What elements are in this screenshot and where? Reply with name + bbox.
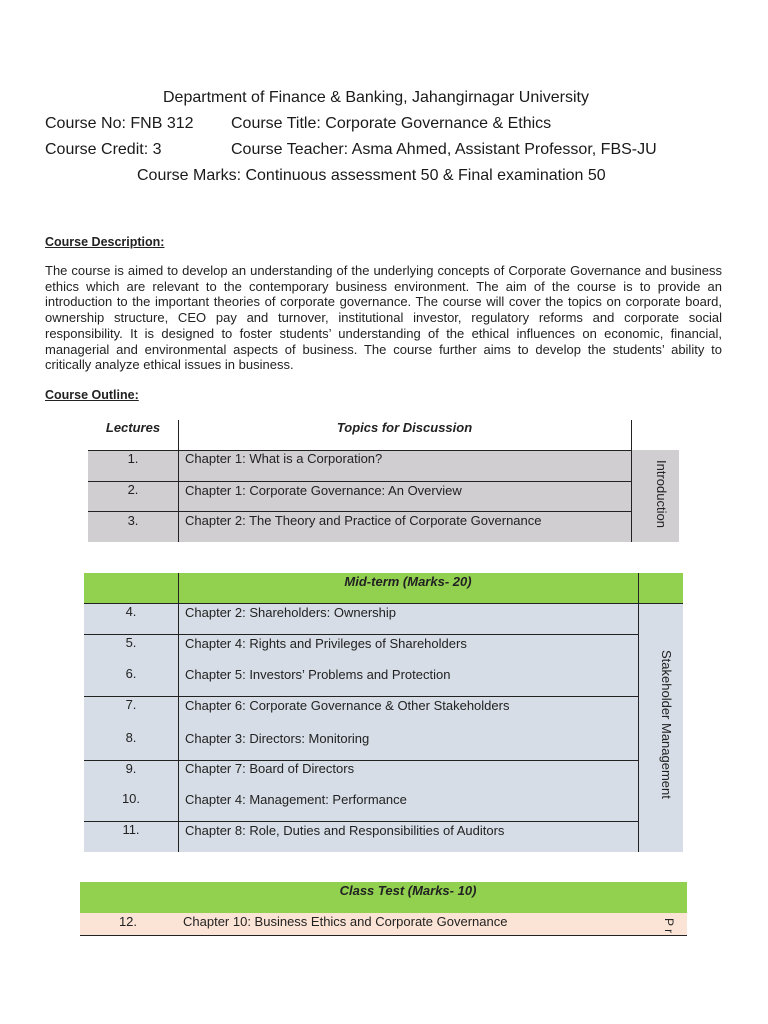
divider [84, 603, 683, 604]
course-number: Course No: FNB 312 [45, 115, 194, 132]
topic: Chapter 4: Rights and Privileges of Shareholders [185, 636, 467, 651]
divider [80, 935, 687, 936]
divider [638, 573, 639, 852]
topic: Chapter 1: Corporate Governance: An Overview [185, 483, 462, 498]
divider [88, 511, 631, 512]
lecture-number: 6. [125, 666, 137, 681]
classtest-side-label: P r [662, 918, 676, 934]
topic: Chapter 5: Investors’ Problems and Protection [185, 667, 451, 682]
topic: Chapter 8: Role, Duties and Responsibilities of Auditors [185, 823, 505, 838]
divider [84, 634, 638, 635]
topic: Chapter 10: Business Ethics and Corporate Governance [183, 914, 508, 929]
divider [84, 821, 638, 822]
department-title: Department of Finance & Banking, Jahangirnagar University [163, 89, 589, 106]
course-outline-heading: Course Outline: [45, 388, 139, 402]
lectures-column-header: Lectures [105, 420, 161, 435]
course-description-heading: Course Description: [45, 235, 165, 249]
course-marks: Course Marks: Continuous assessment 50 & Final examination 50 [137, 167, 606, 184]
classtest-banner: Class Test (Marks- 10) [339, 883, 477, 898]
topics-column-header: Topics for Discussion [336, 420, 473, 435]
topic: Chapter 1: What is a Corporation? [185, 451, 383, 466]
lecture-number: 7. [125, 697, 137, 712]
lecture-number: 9. [125, 761, 137, 776]
course-title: Course Title: Corporate Governance & Ethics [231, 115, 552, 132]
divider [178, 573, 179, 852]
divider [88, 481, 631, 482]
topic: Chapter 2: Shareholders: Ownership [185, 605, 397, 620]
lecture-number: 2. [127, 482, 139, 497]
lecture-number: 5. [125, 635, 137, 650]
course-teacher: Course Teacher: Asma Ahmed, Assistant Professor, FBS-JU [231, 141, 657, 158]
course-credit: Course Credit: 3 [45, 141, 162, 158]
stakeholder-side-label: Stakeholder Management [659, 650, 674, 799]
divider [84, 760, 638, 761]
divider [88, 450, 631, 451]
lecture-number: 1. [127, 451, 139, 466]
divider [84, 696, 638, 697]
topic: Chapter 2: The Theory and Practice of Corporate Governance [185, 513, 542, 528]
lecture-number: 3. [127, 513, 139, 528]
lecture-number: 10. [121, 791, 141, 806]
lecture-number: 4. [125, 604, 137, 619]
lecture-number: 12. [118, 914, 138, 929]
lecture-number: 11. [122, 822, 140, 837]
topic: Chapter 7: Board of Directors [185, 761, 355, 776]
introduction-side-label: Introduction [654, 460, 669, 528]
lecture-number: 8. [125, 730, 137, 745]
divider [631, 420, 632, 542]
midterm-banner: Mid-term (Marks- 20) [344, 574, 472, 589]
topic: Chapter 6: Corporate Governance & Other Stakeholders [185, 698, 510, 713]
course-description-text: The course is aimed to develop an understanding of the underlying concepts of Corporate Governance and business ethics which are relevant to the contemporary business environment. The aim of the course is to provide an introduction to the important theories of corporate governance. The course will cover the topics on corporate board, ownership structure, CEO pay and turnover, institutional investor, regulatory reforms and corporate social responsibility. It is designed to foster students’ understanding of the ethical influences on economic, financial, managerial and environmental aspects of business. The course further aims to develop the students’ ability to critically analyze ethical issues in business. [45, 263, 722, 373]
topic: Chapter 3: Directors: Monitoring [185, 731, 370, 746]
topic: Chapter 4: Management: Performance [185, 792, 407, 807]
